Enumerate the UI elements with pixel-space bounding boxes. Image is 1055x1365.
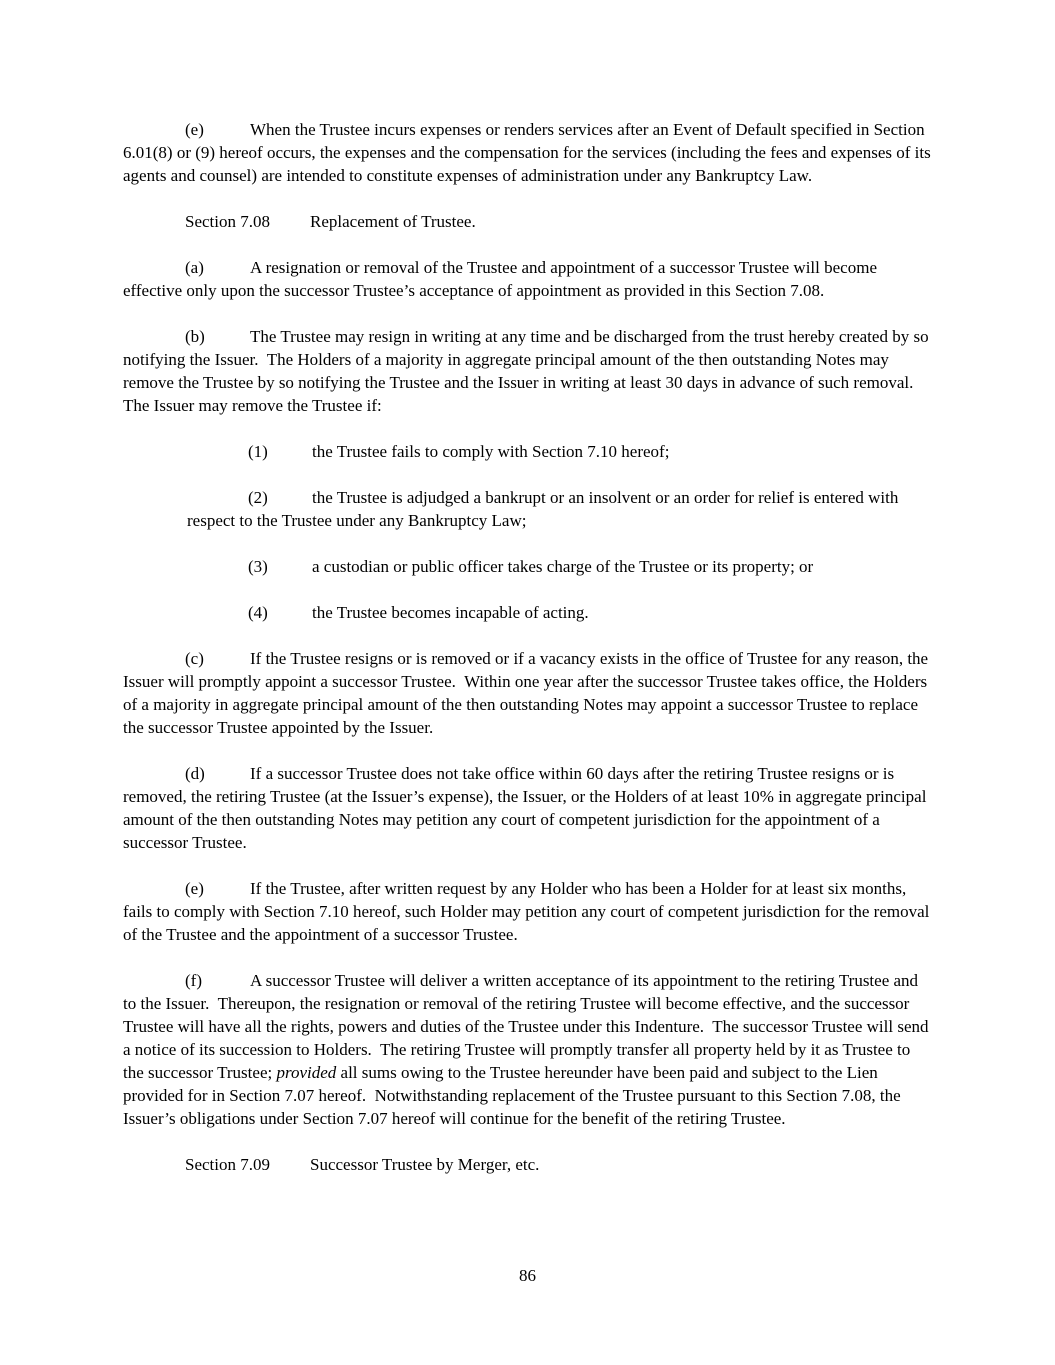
list-item — [187, 601, 931, 624]
paragraph-label: (f) — [185, 971, 202, 990]
paragraph-text: all sums owing to the Trustee hereunder have been paid and subject to the Lien provided for in Section 7.07 hereof. Notwithstanding replacement of the Trustee pursuant to this Section 7.08, the Issuer’s obligations under Section 7.07 hereof will continue for the benefit of the retiring Trustee. — [123, 1063, 905, 1128]
section-heading-number: Section 7.09 — [185, 1155, 270, 1174]
paragraph-text: If the Trustee resigns or is removed or if a vacancy exists in the office of Trustee for any reason, the Issuer will promptly appoint a successor Trustee. Within one year after the successor Trustee takes office, the Holders of a majority in aggregate principal amount of the then outstanding Notes may appoint a successor Trustee to replace the successor Trustee appointed by the Issuer. — [123, 649, 933, 737]
paragraph — [123, 969, 931, 1130]
paragraph-text: When the Trustee incurs expenses or renders services after an Event of Default specified in Section 6.01(8) or (9) hereof occurs, the expenses and the compensation for the services (including the fees and expenses of its agents and counsel) are intended to constitute expenses of administration under any Bankruptcy Law. — [123, 120, 935, 185]
paragraph-label: (e) — [185, 879, 204, 898]
section-heading-title: Successor Trustee by Merger, etc. — [310, 1155, 540, 1174]
paragraph-text: The Trustee may resign in writing at any time and be discharged from the trust hereby created by so notifying the Issuer. The Holders of a majority in aggregate principal amount of the then outstanding Notes may remove the Trustee by so notifying the Trustee and the Issuer in writing at least 30 days in advance of such removal. The Issuer may remove the Trustee if: — [123, 327, 933, 415]
list-item-label: (4) — [248, 603, 268, 622]
section-heading — [123, 210, 931, 233]
paragraph — [123, 118, 935, 187]
paragraph-label: (a) — [185, 258, 204, 277]
paragraph — [123, 256, 931, 302]
paragraph-text: A resignation or removal of the Trustee and appointment of a successor Trustee will become effective only upon the successor Trustee’s acceptance of appointment as provided in this Section 7.08. — [123, 258, 882, 300]
paragraph-text: If a successor Trustee does not take office within 60 days after the retiring Trustee resigns or is removed, the retiring Trustee (at the Issuer’s expense), the Issuer, or the Holders of at least 10% in aggregate principal amount of the then outstanding Notes may petition any court of competent jurisdiction for the appointment of a successor Trustee. — [123, 764, 931, 852]
paragraph — [123, 647, 931, 739]
section-heading — [123, 1153, 931, 1176]
list-item — [187, 555, 931, 578]
list-item-label: (1) — [248, 442, 268, 461]
list-item-text: the Trustee becomes incapable of acting. — [312, 603, 589, 622]
paragraph — [123, 877, 934, 946]
section-heading-number: Section 7.08 — [185, 212, 270, 231]
list-item-text: the Trustee is adjudged a bankrupt or an insolvent or an order for relief is entered with respect to the Trustee under any Bankruptcy Law; — [187, 488, 903, 530]
paragraph-text-italic: provided — [276, 1063, 337, 1082]
list-item-label: (3) — [248, 557, 268, 576]
paragraph-label: (d) — [185, 764, 205, 783]
page-number: 86 — [519, 1266, 536, 1285]
list-item — [187, 440, 931, 463]
paragraph — [123, 325, 931, 417]
list-item-text: a custodian or public officer takes charge of the Trustee or its property; or — [312, 557, 814, 576]
paragraph — [123, 762, 931, 854]
paragraph-label: (e) — [185, 120, 204, 139]
list-item-text: the Trustee fails to comply with Section 7.10 hereof; — [312, 442, 670, 461]
paragraph-text: A successor Trustee will deliver a written acceptance of its appointment to the retiring Trustee and to the Issuer. Thereupon, the resignation or removal of the retiring Trustee will become effective, and the successor Trustee will have all the rights, powers and duties of the Trustee under this Indenture. The successor Trustee will send a notice of its succession to Holders. The retiring Trustee will promptly transfer all property held by it as Trustee to the successor Trustee; — [123, 971, 933, 1082]
paragraph-text: If the Trustee, after written request by any Holder who has been a Holder for at least six months, fails to comply with Section 7.10 hereof, such Holder may petition any court of competent jurisdiction for the removal of the Trustee and the appointment of a successor Trustee. — [123, 879, 934, 944]
list-item — [187, 486, 931, 532]
list-item-label: (2) — [248, 488, 268, 507]
section-heading-title: Replacement of Trustee. — [310, 212, 476, 231]
paragraph-label: (c) — [185, 649, 204, 668]
paragraph-label: (b) — [185, 327, 205, 346]
